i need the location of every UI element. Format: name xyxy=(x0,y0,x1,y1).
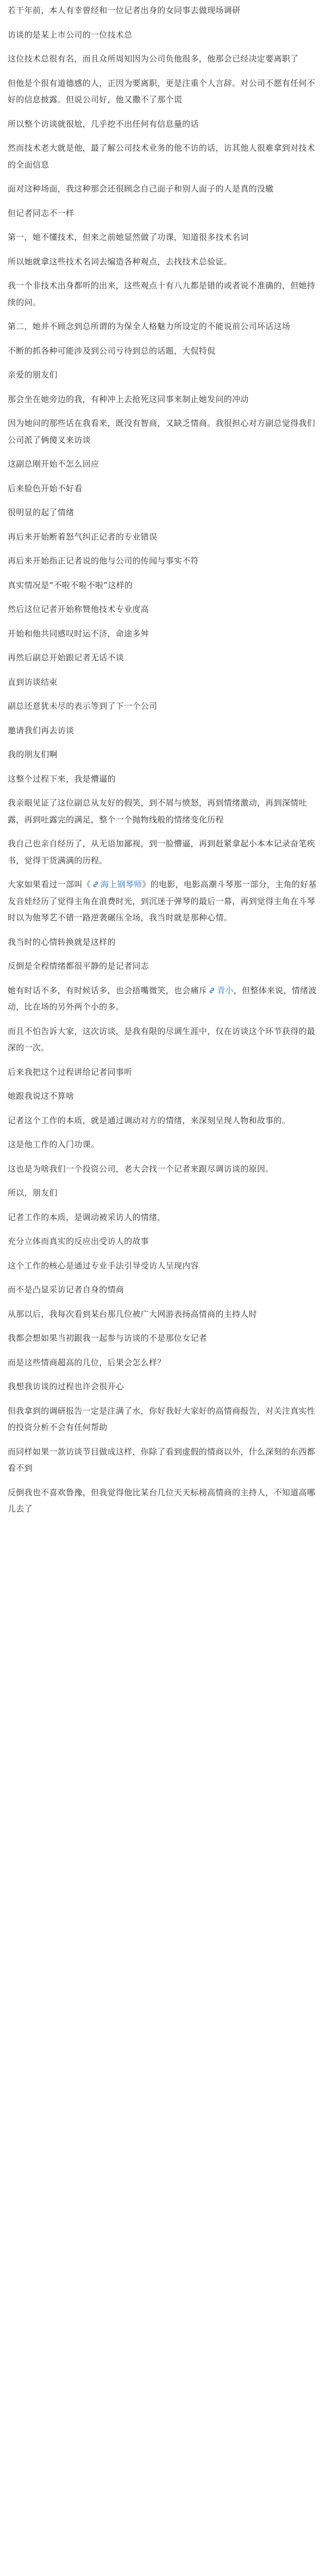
paragraph-35: 反倒是全程情绪都很平静的是记者同志 xyxy=(8,961,149,971)
paragraph-52: 但我拿到的调研报告一定是注满了水，你好我好大家好的高情商报告，对关注真实性的投资分析不会有任何帮助 xyxy=(8,1405,316,1432)
paragraph-13: 不断的抓各种可能涉及到公司亏待到总的话题，大侃特侃 xyxy=(8,345,216,356)
paragraph-46: 这个工作的核心是通过专业手法引导受访人呈现内容 xyxy=(8,1260,199,1271)
paragraph-51: 我想我访谈的过程也许会很开心 xyxy=(8,1382,124,1391)
paragraph-5: 所以整个访谈就很尬，几乎挖不出任何有信息量的话 xyxy=(8,119,199,129)
paragraph-16: 因为她问的那些话在我看来，既没有智商，又缺乏情商。我很担心对方副总觉得我们公司派了俩傻叉来访谈 xyxy=(8,418,316,445)
paragraph-19: 很明显的起了情绪 xyxy=(8,507,74,517)
paragraph-36: 她有时话不多，有时候话多，也会捂嘴微笑，也会痛斥 青小，但整体来说，情绪波动，比在场的另外两个小的多。 xyxy=(8,982,319,1015)
paragraph-38: 后来我把这个过程讲给记者同事听 xyxy=(8,1067,133,1077)
paragraph-14: 亲爱的朋友们 xyxy=(8,370,58,380)
link-icon xyxy=(92,877,99,885)
paragraph-41: 这是他工作的入门功课。 xyxy=(8,1140,99,1149)
paragraph-21: 再后来开始指正记者说的他与公司的传闻与事实不符 xyxy=(8,556,199,566)
paragraph-23: 然后这位记者开始称赞他技术专业度高 xyxy=(8,604,149,614)
paragraph-2: 访谈的是某上市公司的一位技术总 xyxy=(8,29,133,40)
link-text: 青小 xyxy=(217,985,234,995)
paragraph-28: 邀请我们再去访谈 xyxy=(8,725,74,735)
paragraph-3: 这位技术总很有名，而且众所周知因为公司负他很多，他那会已经决定要离职了 xyxy=(8,54,299,64)
paragraph-24: 开始和他共同感叹时运不济，命途多舛 xyxy=(8,628,149,639)
paragraph-17: 这副总刚开始不怎么回应 xyxy=(8,459,99,469)
link-movie[interactable] xyxy=(91,880,142,889)
paragraph-39: 她跟我说这不算啥 xyxy=(8,1091,74,1101)
paragraph-10: 所以她就拿这些技术名词去编造各种观点，去找技术总验证。 xyxy=(8,256,233,267)
paragraph-54: 反倒我也不喜欢鲁豫，但我觉得他比某台几位天天标榜高情商的主持人，不知道高哪儿去了 xyxy=(8,1487,316,1514)
link-text: 海上钢琴师 xyxy=(101,880,142,889)
paragraph-22: 真实情况是“不啦不啦不啦”这样的 xyxy=(8,580,133,590)
paragraph-12: 第二，她并不顾念到总所谓的为保全人格魅力所设定的不能说前公司坏话这场 xyxy=(8,321,291,331)
paragraph-8: 但记者同志不一样 xyxy=(8,208,74,218)
paragraph-20: 再后来开始断着怒气纠正记者的专业错误 xyxy=(8,531,158,542)
paragraph-49: 我都会想如果当初跟我一起参与访谈的不是那位女记者 xyxy=(8,1333,208,1343)
paragraph-31: 我亲眼见证了这位副总从友好的假笑，到不屑与愤怒，再到情绪激动，再到深情吐露，再到吐露完的满足，整个一个抛物线般的情绪变化历程 xyxy=(8,798,307,825)
paragraph-4: 但他是个很有道德感的人，正因为要离职，更是注重个人言辞。对公司不愿有任何不好的信息披露。但说公司好，他又撒不了那个谎 xyxy=(8,78,316,104)
paragraph-15: 那会坐在她旁边的我，有种冲上去抢死这同事来制止她发问的冲动 xyxy=(8,394,249,404)
paragraph-29: 我的朋友们啊 xyxy=(8,750,58,759)
link-icon xyxy=(208,983,216,991)
paragraph-50: 而是这些情商超高的几位，后果会怎么样？ xyxy=(8,1357,166,1367)
paragraph-47: 而不是凸显采访记者自身的情商 xyxy=(8,1285,124,1295)
paragraph-6: 然而技术老大就是他，最了解公司技术业务的他不访的话，访其他人很难拿到对技术的全面信息 xyxy=(8,143,316,170)
paragraph-44: 记者工作的本质，是调动被采访人的情绪， xyxy=(8,1212,166,1222)
paragraph-40: 记者这个工作的本质，就是通过调动对方的情绪，来深刻呈现人物和故事的。 xyxy=(8,1115,291,1125)
paragraph-26: 直到访谈结束 xyxy=(8,677,58,687)
paragraph-43: 所以，朋友们 xyxy=(8,1188,58,1198)
paragraph-42: 这也是为啥我们一个投资公司，老大会找一个记者来跟尽调访谈的原因。 xyxy=(8,1163,274,1174)
link-word[interactable] xyxy=(207,986,234,995)
paragraph-11: 我一个非技术出身都听的出来，这些观点十有八九都是错的或者说不准确的，但她持续的问。 xyxy=(8,281,316,307)
paragraph-9: 第一，她不懂技术，但来之前她显然做了功课，知道很多技术名词 xyxy=(8,232,249,242)
paragraph-45: 充分立体而真实的反应出受访人的故事 xyxy=(8,1236,149,1246)
paragraph-33: 大家如果看过一部叫《 海上钢琴师》的电影，电影高潮斗琴那一部分，主角的好基友音娃经历了觉得主角在浪费时光，到沉迷于弹琴的最后一幕，再到觉得主角在斗琴时以为他琴艺不错一路逆袭碾压全场，我当时就是那种心情。 xyxy=(8,876,319,926)
paragraph-18: 后来脸色开始不好看 xyxy=(8,483,83,493)
paragraph-30: 这整个过程下来，我是懵逼的 xyxy=(8,773,116,784)
paragraph-32: 我自己也亲自经历了，从无语加鄙视，到一脸懵逼，再到赶紧拿起小本本记录奋笔疾书，觉得干货满满的历程。 xyxy=(8,839,316,865)
paragraph-7: 面对这种场面，我这种那会还很顾念自己面子和别人面子的人是真的没辙 xyxy=(8,184,274,194)
paragraph-48: 从那以后，我每次看到某台那几位被广大网游表扬高情商的主持人时 xyxy=(8,1309,258,1319)
paragraph-27: 副总还意犹未尽的表示等到了下一个公司 xyxy=(8,701,158,711)
paragraph-53: 而同样如果一款访谈节目做成这样，你除了看到虚假的情商以外，什么深刻的东西都看不到 xyxy=(8,1446,316,1473)
paragraph-34: 我当时的心情转换就是这样的 xyxy=(8,937,116,947)
paragraph-37: 而且不怕告诉大家，这次访谈，是我有限的尽调生涯中，仅在访谈这个环节获得的最深的一次。 xyxy=(8,1026,316,1052)
paragraph-1: 若干年前，本人有幸曾经和一位记者出身的女同事去做现场调研 xyxy=(8,5,241,15)
paragraph-25: 再然后副总开始跟记者无话不谈 xyxy=(8,653,124,662)
